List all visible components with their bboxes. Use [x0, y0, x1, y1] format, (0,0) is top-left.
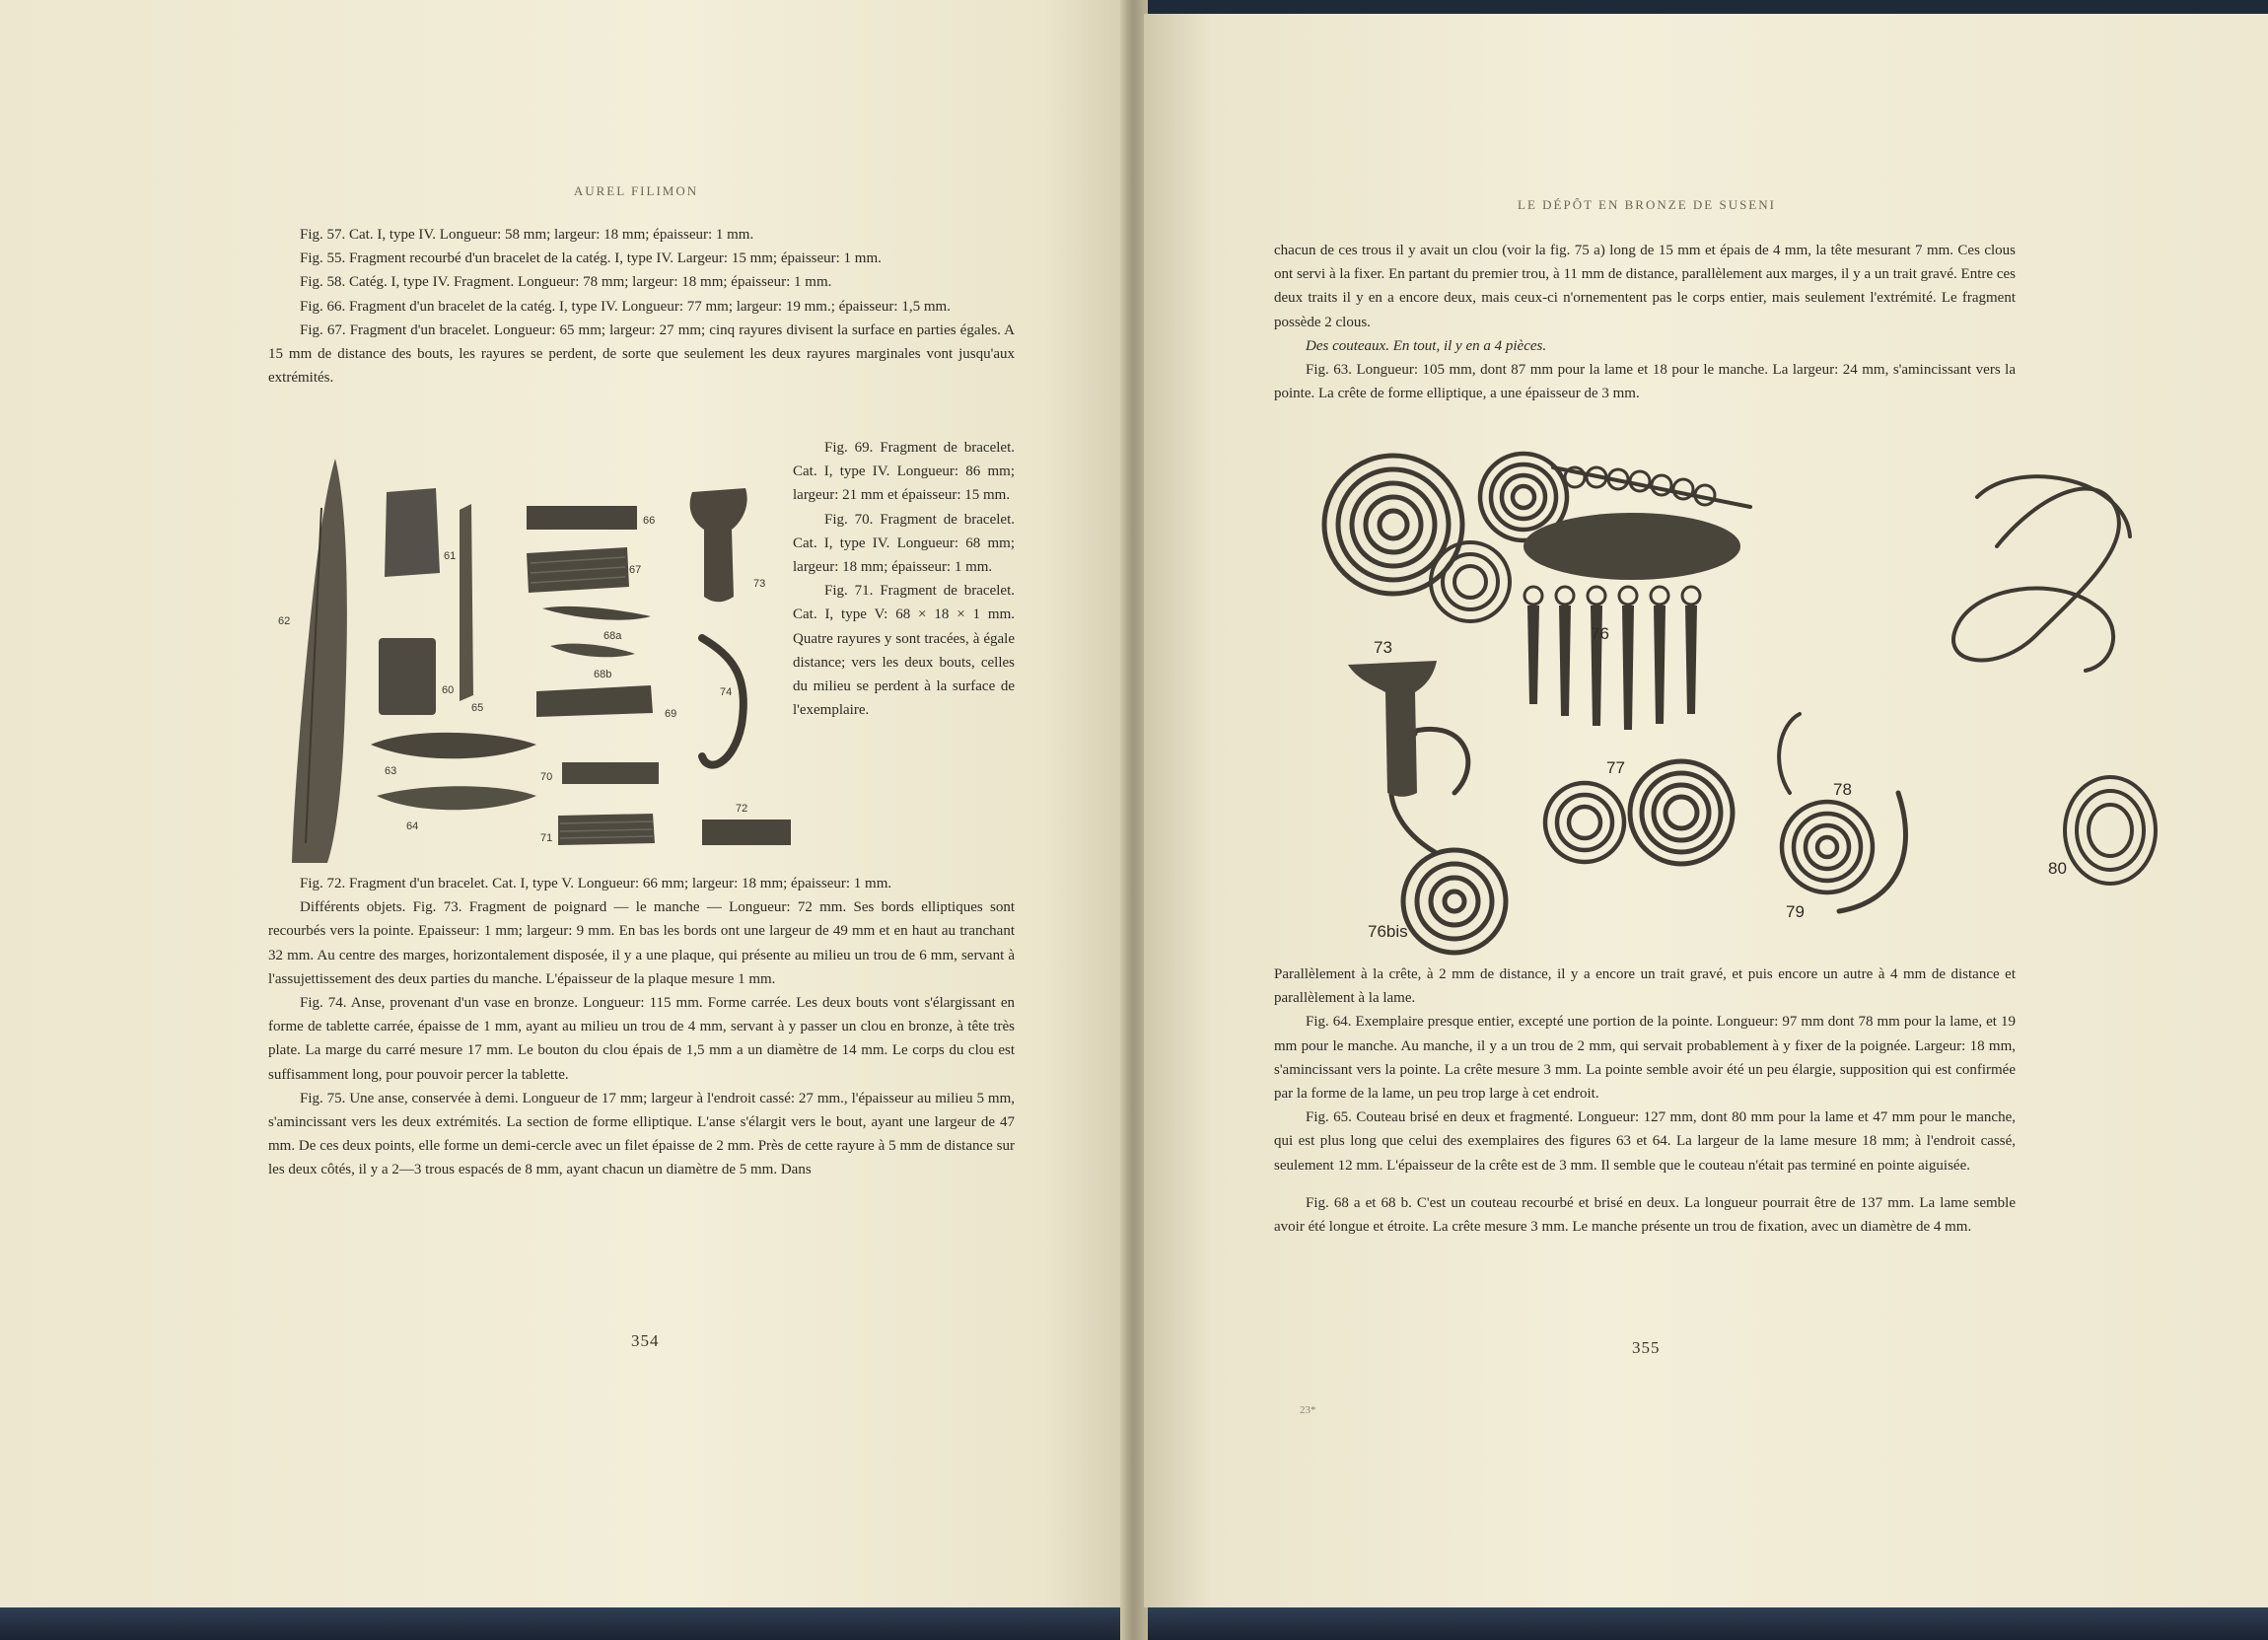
figure-label: 72: [736, 803, 748, 815]
paragraph: Fig. 70. Fragment de bracelet. Cat. I, type IV. Longueur: 68 mm; largeur: 18 mm; épaisseur: 1 mm.: [793, 511, 1015, 576]
paragraph: Fig. 71. Fragment de bracelet. Cat. I, type V: 68 × 18 × 1 mm. Quatre rayures y sont tracées, à égale distance; vers les deux bouts, celles du milieu se perdent à la surface de l'exemplaire.: [793, 583, 1015, 719]
left-top-text: [268, 223, 1015, 390]
paragraph: Des couteaux. En tout, il y en a 4 pièces.: [1306, 337, 1547, 354]
left-side-text: [793, 436, 1015, 722]
figure-label: 74: [720, 686, 733, 698]
paragraph: Fig. 68 a et 68 b. C'est un couteau recourbé et brisé en deux. La longueur pourrait être de 137 mm. La lame semble avoir été longue et étroite. La crête mesure 3 mm. Le manche présente un trou de fixation, avec un diamètre de 4 mm.: [1274, 1194, 2016, 1236]
signature-mark: 23*: [1300, 1404, 1316, 1416]
paragraph: Fig. 55. Fragment recourbé d'un bracelet de la catég. I, type IV. Largeur: 15 mm; épaisseur: 1 mm.: [300, 250, 882, 267]
paragraph: Fig. 74. Anse, provenant d'un vase en bronze. Longueur: 115 mm. Forme carrée. Les deux bouts vont s'élargissant en forme de tablette carrée, épaisse de 1 mm, ayant au milieu un trou de 4 mm, servant à y passer un clou en bronze, à tête très plate. La marge du carré mesure 17 mm. Le bouton du clou épais de 1,5 mm a un diamètre de 14 mm. Le corps du clou est suffisamment long, pour pouvoir percer la tablette.: [268, 995, 1015, 1083]
paragraph: Fig. 72. Fragment d'un bracelet. Cat. I, type V. Longueur: 66 mm; largeur: 18 mm; épaisseur: 1 mm.: [300, 876, 892, 891]
figure-spiral-ornaments: [1307, 438, 2169, 961]
paragraph: Différents objets. Fig. 73. Fragment de poignard — le manche — Longueur: 72 mm. Ses bords elliptiques sont recourbés vers la pointe. Epaisseur: 1 mm; largeur: 9 mm. En bas les bords ont une largeur de 49 mm et en haut au tranchant 32 mm. Au centre des marges, horizontalement disposée, il y a une plaque, qui présente au milieu un trou de 6 mm, servant à l'assujettissement des deux parties du manche. L'épaisseur de la plaque mesure 1 mm.: [268, 899, 1015, 987]
figure-label: 79: [1786, 902, 1805, 921]
page-number-left: 354: [631, 1331, 660, 1350]
paragraph: Fig. 58. Catég. I, type IV. Fragment. Longueur: 78 mm; largeur: 18 mm; épaisseur: 1 mm.: [300, 274, 832, 291]
paragraph: Fig. 66. Fragment d'un bracelet de la catég. I, type IV. Longueur: 77 mm; largeur: 19 mm.; épaisseur: 1,5 mm.: [300, 298, 951, 315]
paragraph: Fig. 65. Couteau brisé en deux et fragmenté. Longueur: 127 mm, dont 80 mm pour la lame et 47 mm pour le manche, qui est plus long que celui des exemplaires des figures 63 et 64. La largeur de la lame mesure 18 mm; à l'endroit cassé, seulement 12 mm. L'épaisseur de la crête est de 3 mm. Il semble que le couteau n'était pas terminé en pointe aiguisée.: [1274, 1109, 2016, 1174]
figure-label: 60: [442, 684, 455, 696]
right-bottom-text: [1274, 963, 2016, 1239]
paragraph: Fig. 57. Cat. I, type IV. Longueur: 58 mm; largeur: 18 mm; épaisseur: 1 mm.: [300, 227, 754, 243]
figure-label: 70: [540, 771, 553, 783]
figure-label: 76bis: [1368, 922, 1408, 941]
paragraph: Parallèlement à la crête, à 2 mm de distance, il y a encore un trait gravé, et puis encore un autre à 4 mm de distance et parallèlement à la lame.: [1274, 966, 2016, 1007]
figure-label: 65: [471, 702, 484, 714]
figure-label: 78: [1833, 780, 1852, 799]
figure-label: 71: [540, 832, 553, 844]
paragraph: Fig. 69. Fragment de bracelet. Cat. I, type IV. Longueur: 86 mm; largeur: 21 mm et épaisseur: 15 mm.: [793, 440, 1015, 504]
figure-label: 69: [665, 708, 677, 720]
figure-label: 61: [444, 550, 457, 562]
figure-label: 64: [406, 820, 419, 832]
running-head-right: LE DÉPÔT EN BRONZE DE SUSENI: [1518, 197, 1776, 212]
paragraph: Fig. 64. Exemplaire presque entier, excepté une portion de la pointe. Longueur: 97 mm dont 78 mm pour la lame, et 19 mm pour le manche. Au manche, il y a un trou de 2 mm, qui servait probablement à y fixer de la poignée. Largeur: 18 mm, s'amincissant vers la pointe. La crête mesure 3 mm. La pointe semble avoir été un peu élargie, supposition qui est confirmée par la forme de la lame, un peu trop large à cet endroit.: [1274, 1014, 2016, 1103]
paragraph: Fig. 63. Longueur: 105 mm, dont 87 mm pour la lame et 18 pour le manche. La largeur: 24 mm, s'amincissant vers la pointe. La crête de forme elliptique, a une épaisseur de 3 mm.: [1274, 362, 2016, 402]
figure-label: 73: [753, 578, 766, 590]
paragraph: chacun de ces trous il y avait un clou (voir la fig. 75 a) long de 15 mm et épais de 4 mm, la tête mesurant 7 mm. Ces clous ont servi à la fixer. En partant du premier trou, à 11 mm de distance, parallèlement aux marges, il y a un trait gravé. Entre ces deux traits il y en a encore deux, mais ceux-ci n'ornementent pas le corps entier, mais seulement l'extrémité. Le fragment possède 2 clous.: [1274, 243, 2016, 330]
left-page: [0, 0, 1124, 1607]
paragraph: Fig. 67. Fragment d'un bracelet. Longueur: 65 mm; largeur: 27 mm; cinq rayures divisent la surface en parties égales. A 15 mm de distance des bouts, les rayures se perdent, de sorte que seulement les deux rayures marginales vont jusqu'aux extrémités.: [268, 321, 1015, 387]
figure-label: 68b: [594, 669, 612, 680]
figure-bracelet-fragments: [278, 449, 791, 869]
running-head-left: AUREL FILIMON: [573, 183, 699, 198]
figure-label: 67: [629, 564, 642, 576]
figure-label: 77: [1606, 758, 1625, 777]
left-bottom-text: [268, 872, 1015, 1182]
figure-label: 68a: [603, 630, 622, 642]
right-page: [1144, 14, 2268, 1607]
figure-label: 63: [385, 765, 397, 777]
figure-label: 80: [2048, 859, 2067, 878]
page-number-right: 355: [1632, 1338, 1661, 1357]
right-top-text: [1274, 239, 2016, 405]
figure-label: 66: [643, 515, 656, 527]
paragraph: Fig. 75. Une anse, conservée à demi. Longueur de 17 mm; largeur à l'endroit cassé: 27 mm., l'épaisseur au milieu 5 mm, s'amincissant vers les deux extrémités. La section de forme elliptique. L'anse s'élargit vers le bout, ayant une largeur de 47 mm. De ces deux points, elle forme un demi-cercle avec un filet épaisse de 2 mm. Près de cette rayure à 5 mm de distance sur les deux côtés, il y a 2—3 trous espacés de 8 mm, ayant chacun un diamètre de 5 mm. Dans: [268, 1090, 1015, 1178]
figure-label: 76: [1591, 624, 1609, 643]
figure-label: 62: [278, 615, 291, 627]
figure-label: 73: [1374, 638, 1392, 657]
